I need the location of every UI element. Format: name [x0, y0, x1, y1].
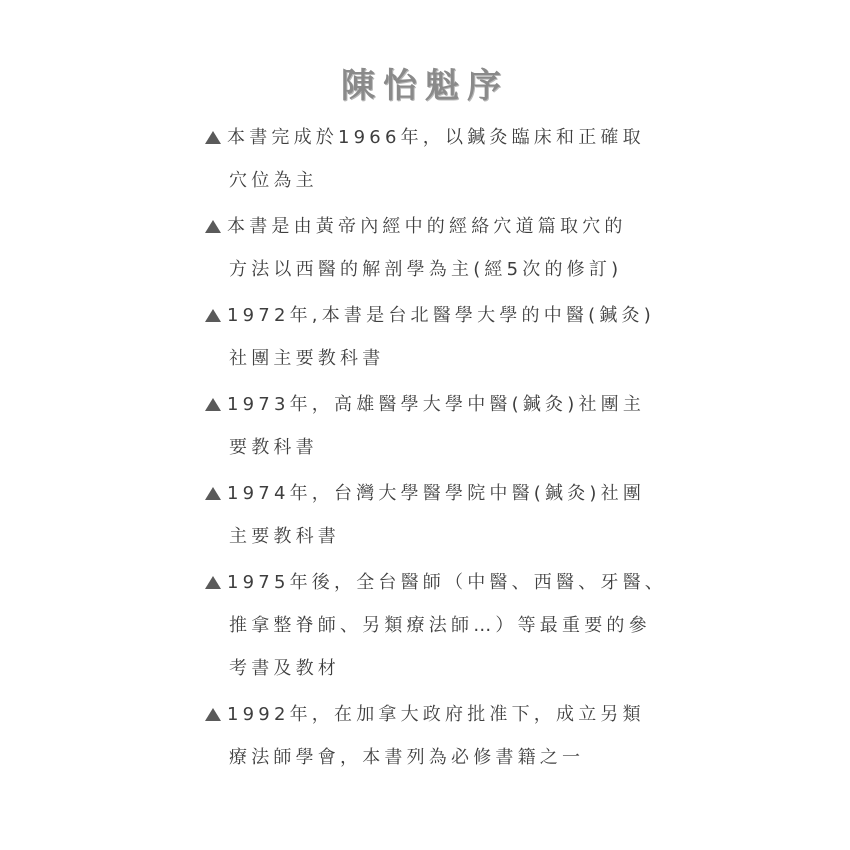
triangle-bullet-icon [205, 576, 221, 589]
list-item [205, 383, 675, 469]
entry-line: 要教科書 [229, 437, 318, 458]
triangle-bullet-icon [205, 487, 221, 500]
list-item [205, 116, 675, 202]
list-item [205, 693, 675, 779]
triangle-bullet-icon [205, 131, 221, 144]
entry-line: 推拿整脊師、另類療法師…）等最重要的參 [229, 615, 651, 636]
entry-line: 1973年，高雄醫學大學中醫(鍼灸)社團主 [227, 394, 646, 415]
triangle-bullet-icon [205, 398, 221, 411]
triangle-bullet-icon [205, 309, 221, 322]
list-item [205, 294, 675, 380]
entry-line: 1992年，在加拿大政府批准下，成立另類 [227, 704, 645, 725]
entry-line: 主要教科書 [229, 526, 340, 547]
entry-line: 1972年,本書是台北醫學大學的中醫(鍼灸) [227, 305, 655, 326]
entry-line: 穴位為主 [229, 170, 318, 191]
list-item [205, 472, 675, 558]
entry-line: 1974年，台灣大學醫學院中醫(鍼灸)社團 [227, 483, 646, 504]
entry-line: 本書完成於1966年，以鍼灸臨床和正確取 [227, 127, 645, 148]
list-item [205, 561, 675, 690]
entry-line: 本書是由黃帝內經中的經絡穴道篇取穴的 [227, 216, 627, 237]
page-title: 陳怡魁序 [341, 66, 509, 106]
entry-list [205, 116, 675, 782]
entry-line: 方法以西醫的解剖學為主(經5次的修訂) [229, 259, 623, 280]
triangle-bullet-icon [205, 220, 221, 233]
triangle-bullet-icon [205, 708, 221, 721]
entry-line: 考書及教材 [229, 658, 340, 679]
entry-line: 社團主要教科書 [229, 348, 385, 369]
entry-line: 1975年後，全台醫師（中醫、西醫、牙醫、 [227, 572, 668, 593]
entry-line: 療法師學會，本書列為必修書籍之一 [229, 747, 585, 768]
list-item [205, 205, 675, 291]
